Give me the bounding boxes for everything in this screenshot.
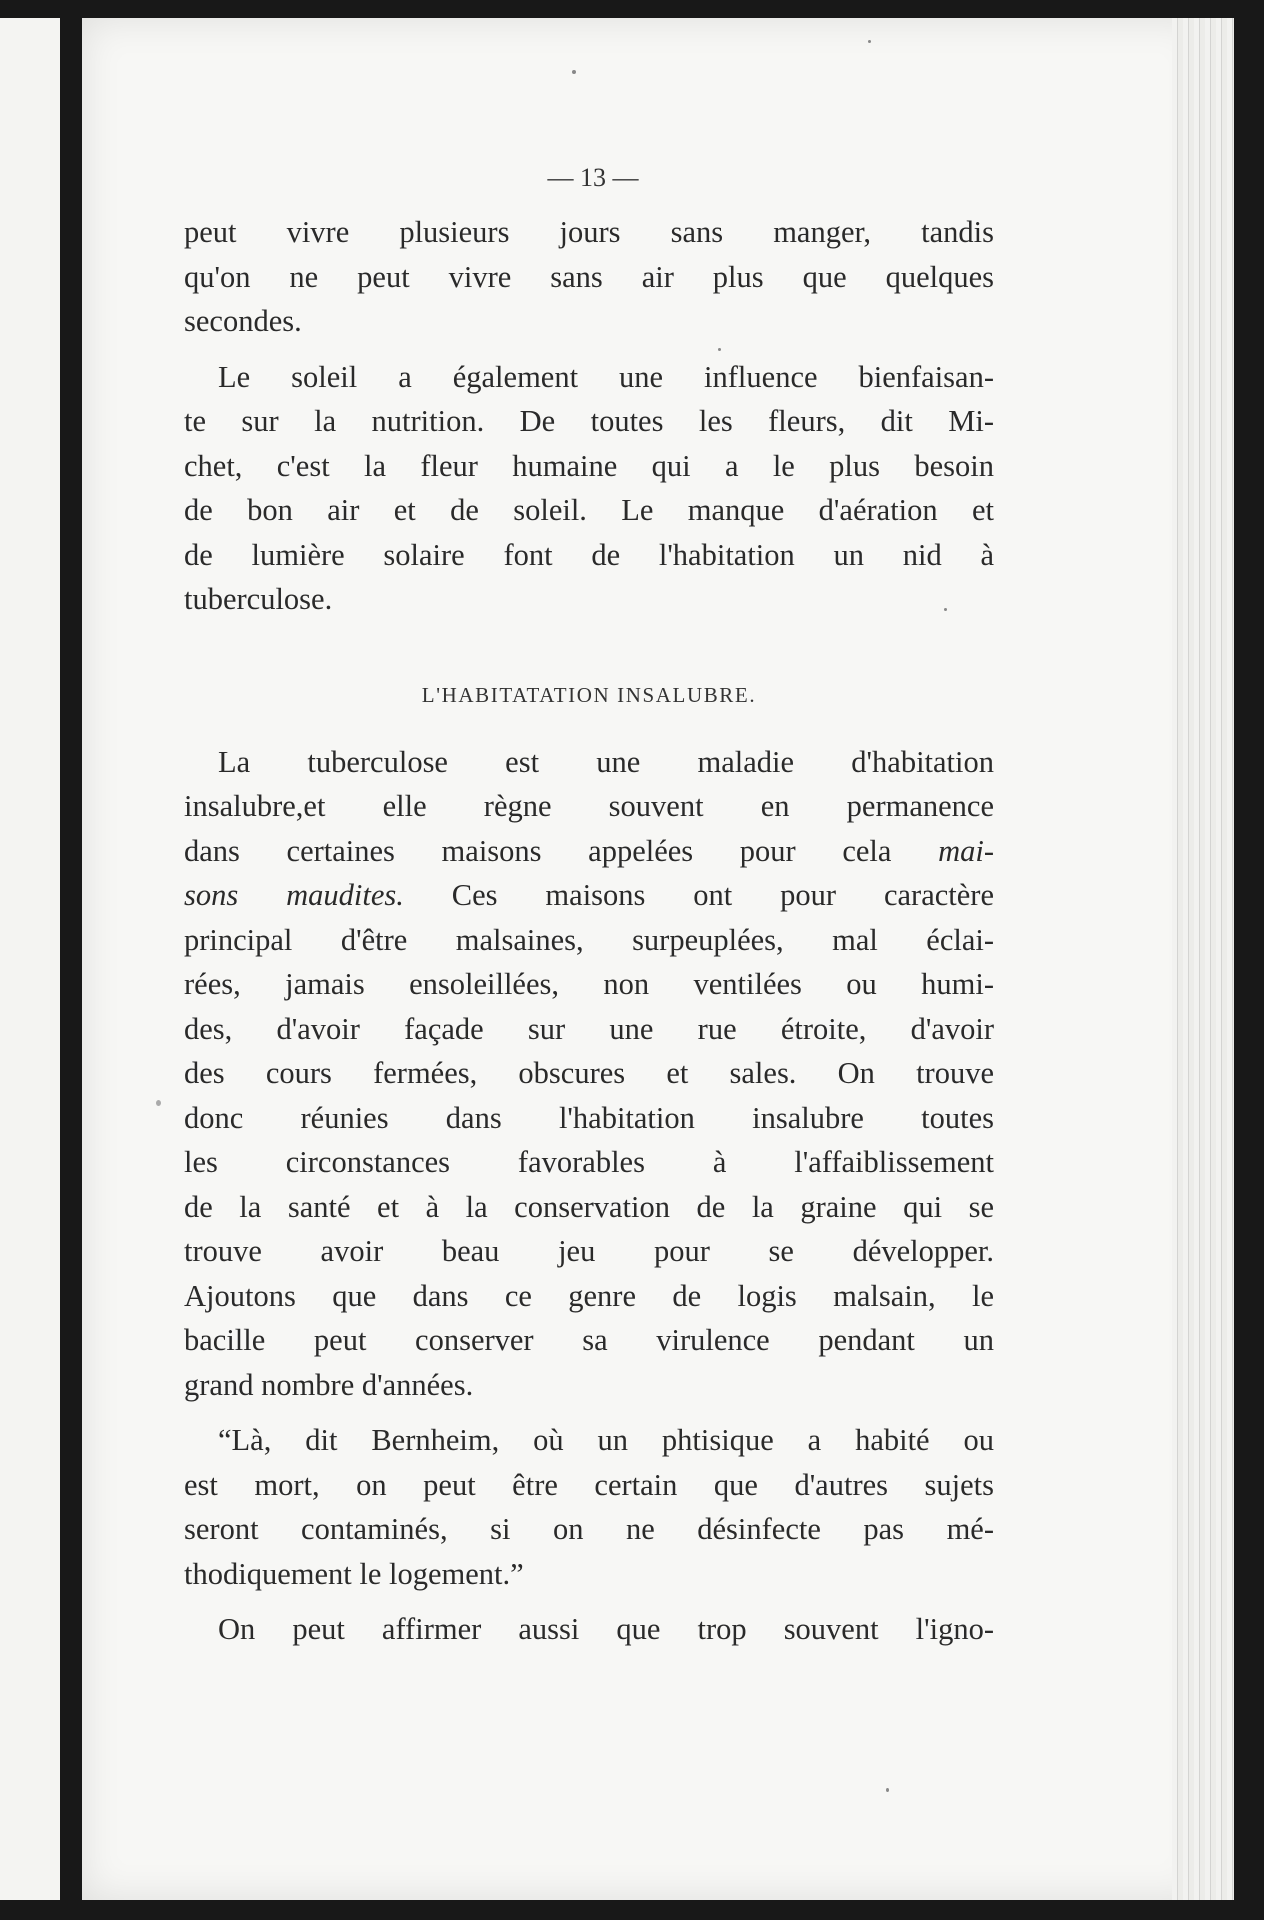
text-line: chet, c'est la fleur humaine qui a le plus besoin bbox=[184, 448, 994, 483]
text-line: peut vivre plusieurs jours sans manger, tandis bbox=[184, 215, 994, 249]
page-number: — 13 — bbox=[547, 163, 639, 192]
text-line: donc réunies dans l'habitation insalubre toutes bbox=[184, 1100, 994, 1135]
italic-text: mai- bbox=[938, 833, 994, 868]
text-line: de lumière solaire font de l'habitation un nid à bbox=[184, 537, 994, 572]
text-line: est mort, on peut être certain que d'autres sujets bbox=[184, 1467, 994, 1502]
text-line: Ajoutons que dans ce genre de logis malsain, le bbox=[184, 1278, 994, 1313]
text-line: qu'on ne peut vivre sans air plus que quelques bbox=[184, 259, 994, 294]
text-line: grand nombre d'années. bbox=[184, 1367, 474, 1402]
text-line: rées, jamais ensoleillées, non ventilées ou humi- bbox=[184, 967, 994, 1001]
text-line: te sur la nutrition. De toutes les fleurs, dit Mi- bbox=[184, 404, 994, 438]
paragraph-3 bbox=[184, 740, 994, 1408]
text-line: trouve avoir beau jeu pour se développer. bbox=[184, 1234, 994, 1268]
text-line: de bon air et de soleil. Le manque d'aération et bbox=[184, 493, 994, 527]
text-line: On peut affirmer aussi que trop souvent l'igno- bbox=[218, 1612, 994, 1646]
paper-speck bbox=[572, 70, 576, 74]
text-line: des cours fermées, obscures et sales. On trouve bbox=[184, 1056, 994, 1090]
paper-speck bbox=[868, 40, 871, 43]
paragraph-5 bbox=[184, 1607, 994, 1652]
text-line: insalubre,et elle règne souvent en permanence bbox=[184, 789, 994, 823]
paper-speck bbox=[886, 1788, 889, 1792]
paper-speck bbox=[156, 1100, 161, 1106]
text-line: principal d'être malsaines, surpeuplées, mal éclai- bbox=[184, 922, 994, 957]
page-fore-edge bbox=[1172, 18, 1234, 1900]
text-line bbox=[184, 829, 994, 874]
text-line bbox=[184, 873, 994, 918]
text-line: seront contaminés, si on ne désinfecte pas mé- bbox=[184, 1512, 994, 1546]
text-line: tuberculose. bbox=[184, 582, 333, 616]
paragraph-2 bbox=[184, 355, 994, 622]
text-span: Ces maisons ont pour caractère bbox=[403, 878, 994, 912]
paragraph-1 bbox=[184, 210, 994, 344]
paragraph-4 bbox=[184, 1418, 994, 1596]
previous-page-edge bbox=[0, 18, 60, 1900]
text-span: dans certaines maisons appelées pour cela bbox=[184, 833, 939, 868]
text-line: bacille peut conserver sa virulence pendant un bbox=[184, 1323, 994, 1357]
text-line: thodiquement le logement.” bbox=[184, 1556, 524, 1591]
text-line: La tuberculose est une maladie d'habitation bbox=[218, 744, 994, 779]
text-line: “Là, dit Bernheim, où un phtisique a habité ou bbox=[218, 1423, 994, 1457]
text-line: des, d'avoir façade sur une rue étroite, d'avoir bbox=[184, 1011, 994, 1046]
page-text bbox=[184, 160, 994, 1652]
text-line: Le soleil a également une influence bienfaisan- bbox=[218, 359, 994, 394]
section-heading: L'HABITATATION INSALUBRE. bbox=[421, 682, 757, 707]
text-line: de la santé et à la conservation de la graine qui se bbox=[184, 1189, 994, 1224]
text-line: secondes. bbox=[184, 304, 302, 338]
text-line: les circonstances favorables à l'affaiblissement bbox=[184, 1145, 994, 1179]
italic-text: sons maudites. bbox=[184, 878, 404, 912]
